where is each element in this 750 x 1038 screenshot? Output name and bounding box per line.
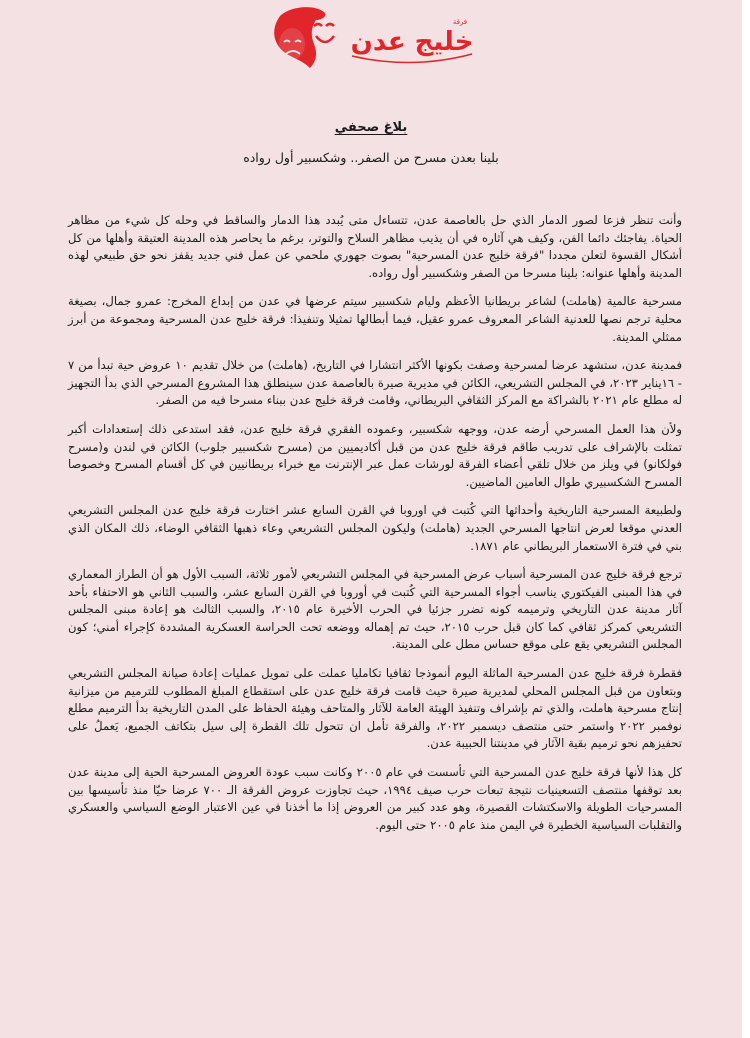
document-body: [68, 212, 682, 845]
document-title: [0, 120, 742, 135]
logo-small-text: فرقة: [452, 18, 468, 26]
paragraph: فمدينة عدن، ستشهد عرضا لمسرحية وصفت بكونها الأكثر انتشارا في التاريخ، (هاملت) من خلال تقديم ١٠ عروض حية تبدأ من ٧ - ١٦يناير ٢٠٢٣، في المجلس التشريعي، الكائن في مديرية صيرة بالعاصمة عدن سينطلق هذا المشروع المسرحي الذي بدأ التجهيز له مطلع عام ٢٠٢١ بالشراكة مع المركز الثقافي البريطاني، وقامت فرقة خليج عدن ببناء مسرحا فيه من الصفر.: [68, 358, 682, 408]
troupe-logo: [262, 4, 492, 72]
paragraph: وأنت تنظر فزعا لصور الدمار الذي حل بالعاصمة عدن، تتساءل متى يُبدد هذا الدمار والساقط في وحله كل شيء من مظاهر الحياة. يفاجئك دائما الفن، وكيف هي آثاره في أن يذيب مظاهر السلاح والتوتر، برغم ما يحاصر هذه المدينة العتيقة وأهلها من كل أشكال القسوة لتعلن مجددا "فرقة خليج عدن المسرحية" بصوت جهوري ملحمي عن عمل فني جديد يقفز نحو حق طبيعي لهذه المدينة وأهلها عنوانه: بلينا مسرحا من الصفر وشكسبير أول رواده.: [68, 213, 682, 280]
title-text: بلاغ صحفي: [334, 120, 408, 135]
theater-masks-icon: [262, 4, 492, 72]
logo-text: خليج عدن: [350, 27, 474, 57]
paragraph: كل هذا لأنها فرقة خليج عدن المسرحية التي تأسست في عام ٢٠٠٥ وكانت سبب عودة العروض المسرحية الحية إلى مدينة عدن بعد توقفها منتصف التسعينيات نتيجة تبعات حرب صيف ١٩٩٤، حيث تجاوزت عروض الفرقة الـ ٧٠٠ عرضا حيّا منذ تأسيسها بين المسرحيات الطويلة والاسكتشات القصيرة، وهو عدد كبير من العروض إذا ما أخذنا في عين الاعتبار الوضع السياسي والعسكري والتقلبات السياسية الخطيرة في اليمن منذ عام ٢٠٠٥ حتى اليوم.: [68, 765, 683, 832]
paragraph: مسرحية عالمية (هاملت) لشاعر بريطانيا الأعظم وليام شكسبير سيتم عرضها في عدن من إبداع المخرج: عمرو جمال، بصيغة محلية ترجم نصها للعدنية الشاعر المعروف عمرو عقيل، فيما أبطالها تمثيلا وتنفيذا: فرقة خليج عدن المسرحية ومجموعة من أبرز ممثلي المدينة.: [68, 294, 682, 344]
paragraph: ولطبيعة المسرحية التاريخية وأحداثها التي كُتبت في اوروبا في القرن السابع عشر اختارت فرقة خليج عدن المجلس التشريعي العدني موقعا لعرض انتاجها المسرحي الجديد (هاملت) وليكون المجلس التشريعي وعاء ذهبها الثقافي الوضاء، ذلك المكان الذي بني في فترة الاستعمار البريطاني عام ١٨٧١.: [68, 503, 682, 553]
paragraph: ولأن هذا العمل المسرحي أرضه عدن، ووجهه شكسبير، وعموده الفقري فرقة خليج عدن، فقد استدعى ذلك إستعدادات أكبر تمثلت بالإشراف على تدريب طاقم فرقة خليج عدن من قبل أكاديميين من (مسرح شكسبير جلوب) الكائن في لندن و(مسرح فولكانو) في ويلز من خلال تلقي أعضاء الفرقة لورشات عمل عبر الإنترنت مع خبراء بريطانيين في كل أقسام المسرح وخصوصا المسرح الشكسبيري طوال العامين الماضيين.: [68, 421, 682, 489]
paragraph: ترجع فرقة خليج عدن المسرحية أسباب عرض المسرحية في المجلس التشريعي لأمور ثلاثة، السبب الأول هو أن الطراز المعماري في هذا المبنى الفيكتوري يناسب أجواء المسرحية التي كُتبت في أوروبا في القرن السابع عشر، والسبب الثاني هو الاحتفاء بأحد آثار مدينة عدن التاريخي وترميمه كونه تضرر جزئيا في الحرب الأخيرة عام ٢٠١٥، والسبب الثالث هو إعادة مبنى المجلس التشريعي كمركز ثقافي كما كان قبل حرب ٢٠١٥، حيث تم إهماله ووضعه تحت الحراسة العسكرية المشددة كإجراء أمني؛ كون المجلس التشريعي يقع على موقع حساس مطل على المدينة.: [68, 567, 682, 652]
document-subtitle: بلينا بعدن مسرح من الصفر.. وشكسبير أول رواده: [243, 150, 499, 165]
paragraph: فقطرة فرقة خليج عدن المسرحية الماثلة اليوم أنموذجا ثقافيا تكامليا عملت على تمويل عمليات إعادة صيانة المجلس التشريعي وبتعاون من قبل المجلس المحلي لمديرية صيرة حيث قامت فرقة خليج عدن على استقطاع المبلغ المطلوب للترميم من ميزانية إنتاج مسرحية هاملت، والذي تم بإشراف وتنفيذ الهيئة العامة للآثار والمتاحف وهيئة الحفاظ على المدن التاريخية بدأ الترميم مطلع نوفمبر ٢٠٢٢ واستمر حتى منتصف ديسمبر ٢٠٢٢، والفرقة تأمل ان تتحول تلك القطرة إلى سيل بتكاتف الجميع، يَعملُ على تحفيزهم نحو ترميم بقية الآثار في مدينتنا الحبيبة عدن.: [68, 666, 682, 751]
